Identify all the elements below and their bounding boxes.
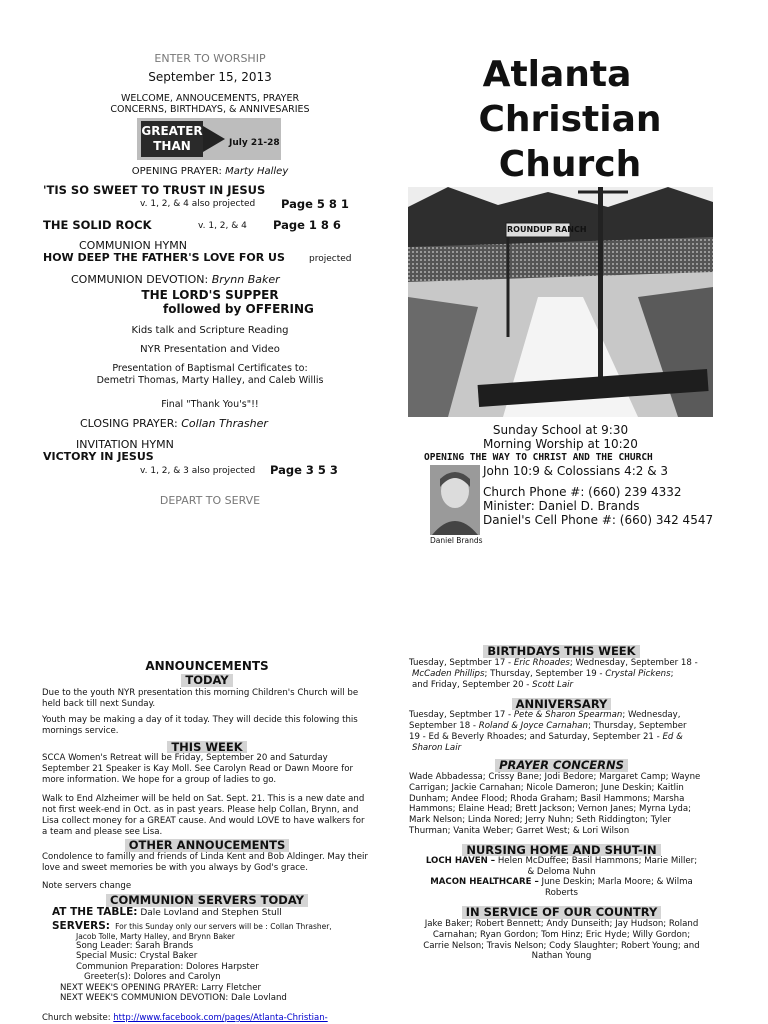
loch-haven-label: LOCH HAVEN – <box>425 856 496 867</box>
at-the-table-label: AT THE TABLE: <box>52 905 138 918</box>
scripture-verse: John 10:9 & Colossians 4:2 & 3 <box>483 464 669 478</box>
enter-to-worship: ENTER TO WORSHIP <box>154 52 266 65</box>
church-contact <box>483 464 713 527</box>
closing-prayer-name: Collan Thrasher <box>181 417 268 430</box>
greater-than-logo <box>137 118 281 160</box>
minister-photo-caption: Daniel Brands <box>430 536 483 545</box>
hymn-1-title: 'TIS SO SWEET TO TRUST IN JESUS <box>43 183 266 197</box>
birthday-date-2: ; Wednesday, September 18 - <box>569 657 698 668</box>
offering: followed by OFFERING <box>163 302 314 316</box>
anniversary-heading: ANNIVERSARY <box>512 698 612 711</box>
website-label: Church website: <box>42 1013 111 1023</box>
macon-healthcare-names-1: June Deskin; Marla Moore; & Wilma <box>541 877 693 888</box>
birthday-sep: ; <box>670 668 674 679</box>
birthdays-text <box>409 658 714 691</box>
hymn-1-page: Page 5 8 1 <box>281 197 349 211</box>
church-name <box>420 52 720 187</box>
birthday-name-2: McCaden Phillips <box>412 668 485 679</box>
today-item-1: Due to the youth NYR presentation this morning Children's Church will be held back till next Sunday. <box>42 687 359 709</box>
service-roles <box>76 941 372 983</box>
birthday-date-1: Tuesday, Septmber 17 - <box>409 657 514 668</box>
servers-change-note: Note servers change <box>42 880 132 891</box>
opening-prayer <box>40 166 380 177</box>
hymn-2-title: THE SOLID ROCK <box>43 218 152 232</box>
church-phone: Church Phone #: (660) 239 4332 <box>483 485 682 499</box>
invitation-hymn-verses: v. 1, 2, & 3 also projected <box>140 466 256 476</box>
nursing-home-list <box>409 856 714 898</box>
arrow-icon <box>203 126 225 152</box>
anniversary-name-1: Pete & Sharon Spearman <box>513 710 623 721</box>
next-week-devotion: NEXT WEEK'S COMMUNION DEVOTION: Dale Lovland <box>60 993 287 1004</box>
next-week-prayer: NEXT WEEK'S OPENING PRAYER: Larry Fletcher <box>60 982 262 993</box>
website-link[interactable]: http://www.facebook.com/pages/Atlanta-Christian- <box>113 1013 328 1023</box>
closing-prayer-label: CLOSING PRAYER: <box>80 417 178 430</box>
welcome-line <box>40 93 380 115</box>
church-name-line-3: Church <box>498 144 642 185</box>
today-item-2: Youth may be making a day of it today. They will decide this folowing this mornings service. <box>42 714 358 736</box>
ranch-sign-text: ROUNDUP RANCH <box>507 225 587 234</box>
prayer-concerns-heading: PRAYER CONCERNS <box>495 759 628 772</box>
birthday-name-1: Eric Rhoades <box>513 657 570 668</box>
next-week-assignments <box>60 983 372 1004</box>
macon-healthcare-label: MACON HEALTHCARE – <box>430 877 539 888</box>
baptismal-line-1: Presentation of Baptismal Certificates to: <box>112 363 308 374</box>
communion-preparation: Communion Preparation: Dolores Harpster <box>76 961 259 972</box>
ranch-photo <box>408 187 713 417</box>
other-announcements-heading: OTHER ANNOUCEMENTS <box>125 839 290 852</box>
hymn-2-page: Page 1 8 6 <box>273 218 341 232</box>
final-thank-yous: Final "Thank You's"!! <box>161 399 259 410</box>
in-service-heading: IN SERVICE OF OUR COUNTRY <box>462 906 662 919</box>
prayer-concerns-list: Wade Abbadessa; Crissy Bane; Jodi Bedore; Margaret Camp; Wayne Carrigan; Jackie Carnahan; Nicole Dameron; June Deskin; Kaitlin Dunham; Andee Flood; Rhoda Graham; Basil Hammons; Marsha Hammons; Elaine Head; Brett Jackson; Vernon Janes; Myrna Lyda; Mark Nelson; Linda Nored; Jerry Nuhn; Seth Riddington; Tyler Thurman; Vanita Weber; Garret West; & Lori Wilson <box>409 771 701 836</box>
hymn-2-verses: v. 1, 2, & 4 <box>198 221 247 231</box>
this-week-item-1: SCCA Women's Retreat will be Friday, September 20 and Saturday September 21 Speaker is Kay Moll. See Carolyn Read or Dawn Moore for more information. We hope for a group of ladies to go. <box>42 753 353 786</box>
logo-badge: GREATER THAN <box>141 121 203 157</box>
anniversary-name-2: Roland & Joyce Carnahan <box>478 721 588 732</box>
anniversary-text <box>409 710 714 754</box>
at-the-table <box>52 907 372 919</box>
minister-name: Minister: Daniel D. Brands <box>483 499 640 513</box>
macon-healthcare-names-2: Roberts <box>545 887 578 898</box>
song-leader: Song Leader: Sarah Brands <box>76 940 194 951</box>
servers-line <box>52 919 372 932</box>
morning-worship-time: Morning Worship at 10:20 <box>483 437 638 451</box>
at-the-table-names: Dale Lovland and Stephen Stull <box>140 907 282 918</box>
logo-dates: July 21-28 <box>229 138 280 148</box>
anniversary-date-1: Tuesday, Septmber 17 - <box>409 710 514 721</box>
anniversary-date-3a: ; Thursday, September <box>587 721 687 732</box>
church-name-line-2: Christian <box>478 99 662 140</box>
anniversary-name-4a: Ed & <box>662 732 683 743</box>
opening-prayer-label: OPENING PRAYER: <box>131 166 222 177</box>
right-bottom-column <box>409 643 714 962</box>
communion-devotion <box>71 273 280 286</box>
loch-haven-names-1: Helen McDuffee; Basil Hammons; Marie Miller; <box>497 856 698 867</box>
nursing-home-heading: NURSING HOME AND SHUT-IN <box>462 844 660 857</box>
announcements-heading: ANNOUNCEMENTS <box>145 659 269 673</box>
baptismal-certificates <box>40 363 380 386</box>
greeters: Greeter(s): Dolores and Carolyn <box>84 972 221 983</box>
hymn-1-verses: v. 1, 2, & 4 also projected <box>140 199 256 209</box>
church-website <box>42 1013 328 1023</box>
communion-hymn-label: COMMUNION HYMN <box>79 239 187 252</box>
servers-label: SERVERS: <box>52 919 110 932</box>
servers-names-1: For this Sunday only our servers will be : Collan Thrasher, <box>115 921 332 931</box>
birthday-date-3: ; Thursday, September 19 - <box>484 668 606 679</box>
loch-haven-names-2: & Deloma Nuhn <box>527 866 596 877</box>
sunday-school-time: Sunday School at 9:30 <box>492 423 629 437</box>
today-heading: TODAY <box>181 674 232 687</box>
this-week-heading: THIS WEEK <box>167 741 246 754</box>
baptismal-line-2: Demetri Thomas, Marty Halley, and Caleb Willis <box>96 374 324 386</box>
minister-photo-drawing <box>430 465 480 535</box>
lords-supper: THE LORD'S SUPPER <box>141 288 279 302</box>
servers-names-2: Jacob Tolle, Marty Halley, and Brynn Baker <box>76 931 235 941</box>
opening-prayer-name: Marty Halley <box>225 166 289 177</box>
communion-servers-heading: COMMUNION SERVERS TODAY <box>106 894 308 907</box>
devotion-label: COMMUNION DEVOTION: <box>71 273 209 286</box>
invitation-hymn-page: Page 3 5 3 <box>270 463 338 477</box>
special-music: Special Music: Crystal Baker <box>76 951 198 962</box>
service-date: September 15, 2013 <box>148 70 272 84</box>
other-item-1: Condolence to familly and friends of Linda Kent and Bob Aldinger. May their love and sweet memories be with you always by God's grace. <box>42 851 368 873</box>
closing-prayer <box>80 417 268 430</box>
communion-hymn-note: projected <box>309 254 352 264</box>
anniversary-date-2b: September 18 - <box>409 721 479 732</box>
nyr-presentation: NYR Presentation and Video <box>140 344 280 355</box>
kids-talk: Kids talk and Scripture Reading <box>131 325 289 336</box>
anniversary-date-2a: ; Wednesday, <box>622 710 681 721</box>
birthday-name-4: Scott Lair <box>532 679 574 690</box>
invitation-hymn-title: VICTORY IN JESUS <box>43 450 154 463</box>
minister-photo <box>430 465 480 535</box>
announcements-section <box>42 659 372 1004</box>
devotion-name: Brynn Baker <box>211 273 280 286</box>
communion-hymn-title: HOW DEEP THE FATHER'S LOVE FOR US <box>43 251 285 264</box>
this-week-item-2: Walk to End Alzheimer will be held on Sat. Sept. 21. This is a new date and not first week-end in Oct. as in past years. Please help Collan, Brynn, and Lisa collect money for a GREAT cause. And would LOVE to have walkers for a team and please see Lisa. <box>42 794 365 838</box>
ranch-photo-drawing <box>408 187 713 417</box>
anniversary-name-4b: Sharon Lair <box>412 743 462 754</box>
minister-cell-phone: Daniel's Cell Phone #: (660) 342 4547 <box>483 513 714 527</box>
anniversary-date-3b: 19 - Ed & Beverly Rhoades; and Saturday, September 21 - <box>409 732 663 743</box>
invitation-hymn-label: INVITATION HYMN <box>76 438 174 451</box>
service-times <box>408 423 713 451</box>
in-service-list: Jake Baker; Robert Bennett; Andy Dunseith; Jay Hudson; Roland Carnahan; Ryan Gordon; Tom Hinz; Eric Hyde; Willy Gordon; Carrie Nelson; Travis Nelson; Cody Slaughter; Robert Young; and Nathan Young <box>423 918 700 962</box>
welcome-line-2: CONCERNS, BIRTHDAYS, & ANNIVESARIES <box>110 104 310 115</box>
birthday-name-3: Crystal Pickens <box>605 668 671 679</box>
birthdays-heading: BIRTHDAYS THIS WEEK <box>483 645 639 658</box>
welcome-line-1: WELCOME, ANNOUCEMENTS, PRAYER <box>120 93 300 104</box>
birthday-date-4: and Friday, September 20 - <box>412 679 533 690</box>
church-motto: OPENING THE WAY TO CHRIST AND THE CHURCH <box>424 452 653 463</box>
depart-to-serve: DEPART TO SERVE <box>159 494 261 507</box>
church-name-line-1: Atlanta <box>482 54 632 95</box>
